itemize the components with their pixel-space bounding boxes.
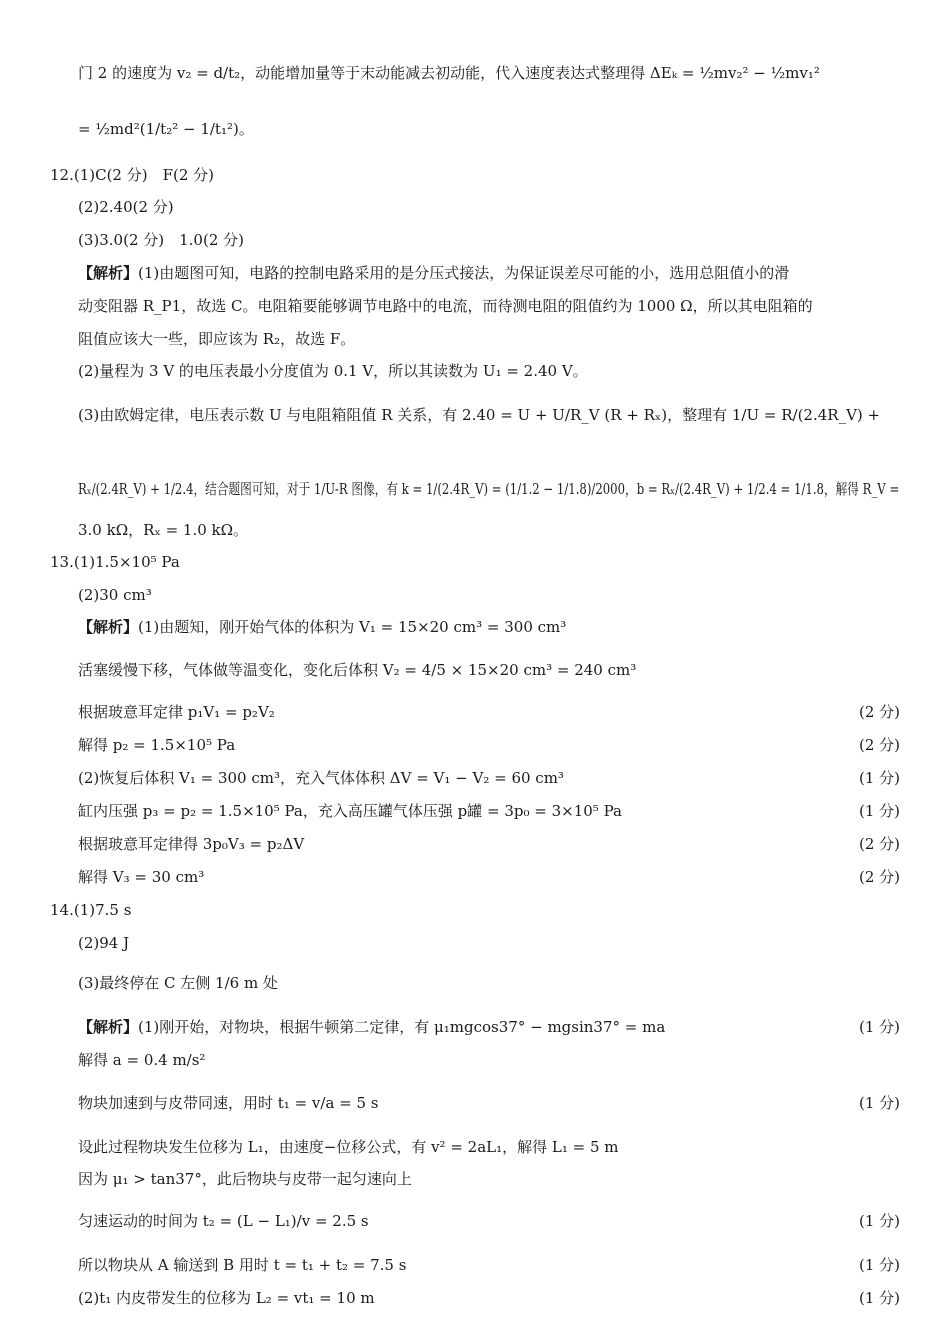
text-line: 匀速运动的时间为 t₂ = (L − L₁)/v = 2.5 s (1 分)	[78, 1212, 900, 1230]
score-mark: (1 分)	[858, 1094, 900, 1112]
text-line: 因为 μ₁ > tan37°，此后物块与皮带一起匀速向上	[78, 1170, 412, 1188]
answer-heading-13: 13.(1)1.5×10⁵ Pa	[50, 553, 180, 571]
score-mark: (2 分)	[858, 736, 900, 754]
answer-heading-14: 14.(1)7.5 s	[50, 901, 132, 919]
text-line: Rₓ/(2.4R_V) + 1/2.4，结合题图可知，对于 1/U-R 图像，有 k = 1/(2.4R_V) = (1/1.2 − 1/1.8)/2000，b = Rₓ/(2.4R_V) + 1/2.4 = 1/1.8，解得 R_V =	[78, 480, 900, 498]
text-line: 根据玻意耳定律得 3p₀V₃ = p₂ΔV (2 分)	[78, 835, 900, 853]
text-line: 3.0 kΩ，Rₓ = 1.0 kΩ。	[78, 521, 249, 539]
text-line: 动变阻器 R_P1，故选 C。电阻箱要能够调节电路中的电流，而待测电阻的阻值约为 1000 Ω，所以其电阻箱的	[78, 297, 813, 315]
text-line: (3)由欧姆定律，电压表示数 U 与电阻箱阻值 R 关系，有 2.40 = U + U/R_V (R + Rₓ)，整理有 1/U = R/(2.4R_V) +	[78, 406, 881, 424]
text-line: 门 2 的速度为 v₂ = d/t₂，动能增加量等于末动能减去初动能，代入速度表达式整理得 ΔEₖ = ½mv₂² − ½mv₁²	[78, 64, 820, 82]
text-line: (2)94 J	[78, 934, 130, 952]
text-line: 解得 a = 0.4 m/s²	[78, 1051, 206, 1069]
text-line: (2)恢复后体积 V₁ = 300 cm³，充入气体体积 ΔV = V₁ − V₂ = 60 cm³ (1 分)	[78, 769, 900, 787]
analysis-label: 【解析】	[78, 264, 139, 282]
score-mark: (2 分)	[858, 703, 900, 721]
text-line: 阻值应该大一些，即应该为 R₂，故选 F。	[78, 330, 356, 348]
text-line: 所以物块从 A 输送到 B 用时 t = t₁ + t₂ = 7.5 s (1 分)	[78, 1256, 900, 1274]
score-mark: (1 分)	[858, 769, 900, 787]
text-line: 根据玻意耳定律 p₁V₁ = p₂V₂ (2 分)	[78, 703, 900, 721]
analysis-line: 【解析】(1)刚开始，对物块，根据牛顿第二定律，有 μ₁mgcos37° − mgsin37° = ma (1 分)	[78, 1018, 900, 1036]
text-line: (3)最终停在 C 左侧 1/6 m 处	[78, 974, 278, 992]
text-line: 解得 V₃ = 30 cm³ (2 分)	[78, 868, 900, 886]
score-mark: (2 分)	[858, 835, 900, 853]
analysis-line: 【解析】(1)由题知，刚开始气体的体积为 V₁ = 15×20 cm³ = 300 cm³	[78, 618, 567, 636]
text-line: 设此过程物块发生位移为 L₁，由速度−位移公式，有 v² = 2aL₁，解得 L₁ = 5 m	[78, 1138, 619, 1156]
score-mark: (1 分)	[858, 1256, 900, 1274]
analysis-label: 【解析】	[78, 1018, 139, 1036]
text-line: (2)t₁ 内皮带发生的位移为 L₂ = vt₁ = 10 m (1 分)	[78, 1289, 900, 1307]
text-line: 活塞缓慢下移，气体做等温变化，变化后体积 V₂ = 4/5 × 15×20 cm³ = 240 cm³	[78, 661, 637, 679]
text-line: 缸内压强 p₃ = p₂ = 1.5×10⁵ Pa，充入高压罐气体压强 p罐 = 3p₀ = 3×10⁵ Pa (1 分)	[78, 802, 900, 820]
text-line: (2)30 cm³	[78, 586, 152, 604]
score-mark: (2 分)	[858, 868, 900, 886]
text-line: (2)2.40(2 分)	[78, 198, 174, 216]
text-line: = ½md²(1/t₂² − 1/t₁²)。	[78, 120, 254, 138]
text-line: (3)3.0(2 分) 1.0(2 分)	[78, 231, 244, 249]
text-line: 物块加速到与皮带同速，用时 t₁ = v/a = 5 s (1 分)	[78, 1094, 900, 1112]
analysis-label: 【解析】	[78, 618, 139, 636]
score-mark: (1 分)	[858, 1289, 900, 1307]
text-line: (2)量程为 3 V 的电压表最小分度值为 0.1 V，所以其读数为 U₁ = 2.40 V。	[78, 362, 588, 380]
score-mark: (1 分)	[858, 802, 900, 820]
text-line: 解得 p₂ = 1.5×10⁵ Pa (2 分)	[78, 736, 900, 754]
analysis-line: 【解析】(1)由题图可知，电路的控制电路采用的是分压式接法，为保证误差尽可能的小，选用总阻值小的滑	[78, 264, 790, 282]
score-mark: (1 分)	[858, 1212, 900, 1230]
score-mark: (1 分)	[858, 1018, 900, 1036]
answer-heading-12: 12.(1)C(2 分) F(2 分)	[50, 166, 215, 184]
